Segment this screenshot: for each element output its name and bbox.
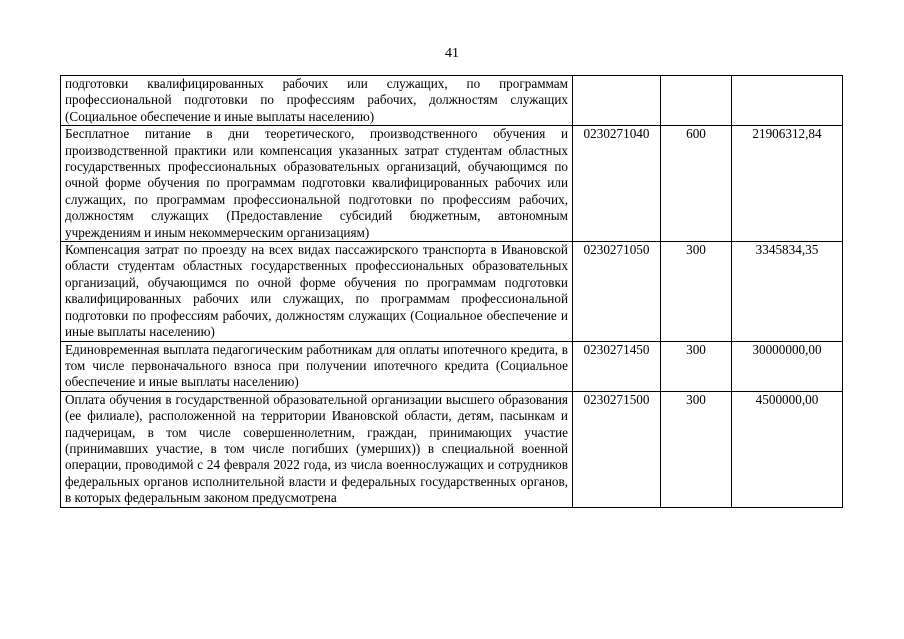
budget-table — [60, 75, 843, 508]
row-amount — [732, 76, 843, 126]
row-amount: 4500000,00 — [732, 391, 843, 507]
table-row — [61, 242, 843, 341]
row-expense-type: 300 — [661, 391, 732, 507]
page-number: 41 — [445, 46, 459, 61]
row-code: 0230271500 — [573, 391, 661, 507]
row-description: подготовки квалифицированных рабочих или служащих, по программам профессиональной подготовки по профессиям рабочих, должностям служащих (Социальное обеспечение и иные выплаты населению) — [61, 76, 573, 126]
row-expense-type: 300 — [661, 341, 732, 391]
row-amount: 30000000,00 — [732, 341, 843, 391]
row-expense-type: 600 — [661, 126, 732, 242]
row-amount: 3345834,35 — [732, 242, 843, 341]
row-code — [573, 76, 661, 126]
row-description: Оплата обучения в государственной образовательной организации высшего образования (ее филиале), расположенной на территории Ивановской области, детям, пасынкам и падчерицам, в том числе совершеннолетним, граждан, принимающих участие (принимавших участие, в том числе погибших (умерших)) в специальной военной операции, проводимой с 24 февраля 2022 года, из числа военнослужащих и сотрудников федеральных органов исполнительной власти и федеральных государственных органов, в которых федеральным законом предусмотрена — [61, 391, 573, 507]
row-code: 0230271040 — [573, 126, 661, 242]
table-row — [61, 391, 843, 507]
row-description: Бесплатное питание в дни теоретического, производственного обучения и производственной практики или компенсация указанных затрат студентам областных государственных профессиональных образовательных организаций, обучающимся по очной форме обучения по программам подготовки квалифицированных рабочих или служащих, по программам профессиональной подготовки по профессиям рабочих, должностям служащих (Предоставление субсидий бюджетным, автономным учреждениям и иным некоммерческим организациям) — [61, 126, 573, 242]
row-expense-type — [661, 76, 732, 126]
row-description: Компенсация затрат по проезду на всех видах пассажирского транспорта в Ивановской области студентам областных государственных профессиональных образовательных организаций, обучающимся по очной форме обучения по программам подготовки квалифицированных рабочих или служащих, по программам профессиональной подготовки по профессиям рабочих, должностям служащих (Социальное обеспечение и иные выплаты населению) — [61, 242, 573, 341]
table-row — [61, 76, 843, 126]
row-expense-type: 300 — [661, 242, 732, 341]
row-code: 0230271050 — [573, 242, 661, 341]
row-code: 0230271450 — [573, 341, 661, 391]
row-amount: 21906312,84 — [732, 126, 843, 242]
row-description: Единовременная выплата педагогическим работникам для оплаты ипотечного кредита, в том числе первоначального взноса при получении ипотечного кредита (Социальное обеспечение и иные выплаты населению) — [61, 341, 573, 391]
table-row — [61, 341, 843, 391]
table-row — [61, 126, 843, 242]
